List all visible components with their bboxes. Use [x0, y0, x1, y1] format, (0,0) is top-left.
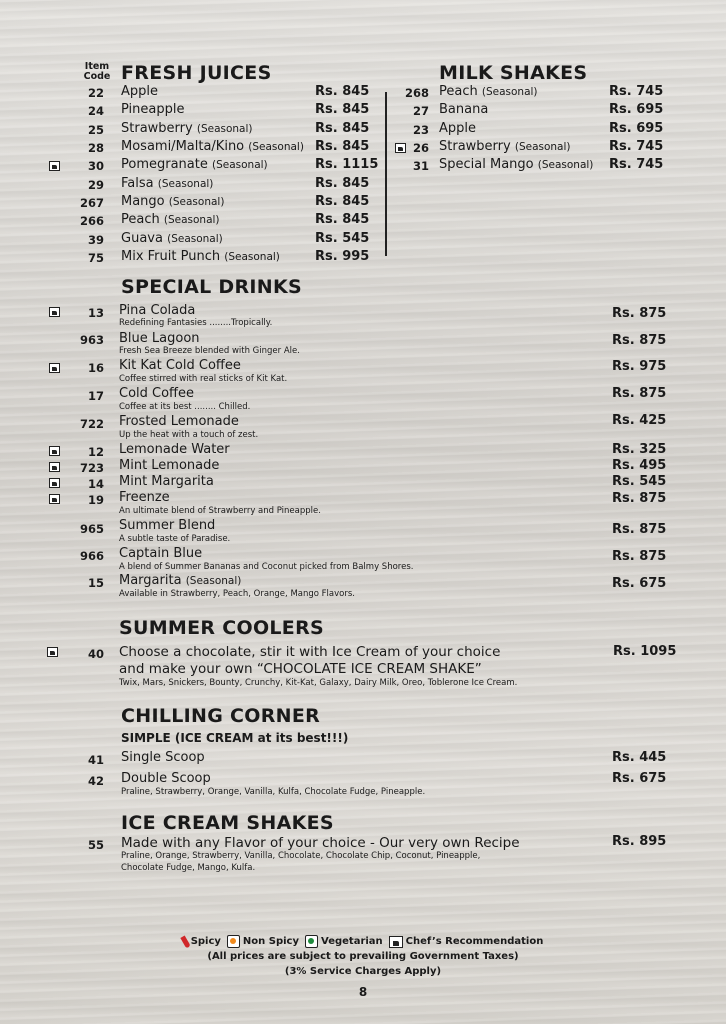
item-description: An ultimate blend of Strawberry and Pineapple.	[119, 506, 321, 516]
item-name: Pineapple	[121, 102, 185, 117]
item-price: Rs. 675	[612, 576, 667, 591]
item-name: Cold Coffee	[119, 386, 195, 401]
item-code-header: Item Code	[83, 61, 111, 82]
item-code: 722	[79, 417, 104, 431]
item-name: Kit Kat Cold Coffee	[119, 358, 241, 373]
item-name: Blue Lagoon	[119, 331, 200, 346]
item-code: 55	[87, 838, 104, 852]
item-code: 268	[404, 86, 429, 100]
item-code: 15	[87, 576, 104, 590]
item-price: Rs. 975	[612, 359, 667, 374]
chilling-corner-title: CHILLING CORNER	[121, 705, 321, 727]
item-name: Peach (Seasonal)	[121, 212, 220, 227]
item-line: and make your own “CHOCOLATE ICE CREAM SHAKE”	[119, 661, 482, 677]
service-charge-note: (3% Service Charges Apply)	[284, 966, 442, 977]
item-code: 25	[87, 123, 104, 137]
item-code: 963	[79, 333, 104, 347]
page-number: 8	[358, 985, 368, 999]
fresh-juices-title: FRESH JUICES	[121, 62, 272, 84]
item-name: Apple	[121, 84, 159, 99]
item-price: Rs. 845	[315, 121, 370, 136]
item-price: Rs. 425	[612, 413, 667, 428]
item-name: Pina Colada	[119, 303, 196, 318]
item-name: Captain Blue	[119, 546, 203, 561]
item-price: Rs. 845	[315, 84, 370, 99]
item-price: Rs. 745	[609, 139, 664, 154]
item-code: 14	[87, 477, 104, 491]
item-name: Guava (Seasonal)	[121, 231, 223, 246]
milk-shakes-title: MILK SHAKES	[439, 62, 588, 84]
item-name: Summer Blend	[119, 518, 216, 533]
item-price: Rs. 875	[612, 333, 667, 348]
item-code: 17	[87, 389, 104, 403]
item-price: Rs. 845	[315, 176, 370, 191]
item-line: Choose a chocolate, stir it with Ice Cream of your choice	[119, 644, 501, 660]
item-name: Banana	[439, 102, 489, 117]
legend	[0, 935, 726, 948]
chef-recommendation-icon	[49, 478, 60, 488]
item-price: Rs. 695	[609, 121, 664, 136]
chilling-corner-subtitle: SIMPLE (ICE CREAM at its best!!!)	[121, 731, 349, 745]
item-price: Rs. 845	[315, 212, 370, 227]
item-code: 23	[412, 123, 429, 137]
item-description: Praline, Strawberry, Orange, Vanilla, Kulfa, Chocolate Fudge, Pineapple.	[121, 787, 426, 797]
item-price: Rs. 695	[609, 102, 664, 117]
item-code: 22	[87, 86, 104, 100]
item-code: 13	[87, 306, 104, 320]
item-description: Twix, Mars, Snickers, Bounty, Crunchy, Kit-Kat, Galaxy, Dairy Milk, Oreo, Toblerone Ice Cream.	[119, 678, 518, 688]
item-name: Strawberry (Seasonal)	[439, 139, 571, 154]
item-code: 266	[79, 214, 104, 228]
item-price: Rs. 845	[315, 102, 370, 117]
item-name: Peach (Seasonal)	[439, 84, 538, 99]
item-description: Redefining Fantasies ........Tropically.	[119, 318, 273, 328]
item-code: 965	[79, 522, 104, 536]
chef-recommendation-icon	[49, 462, 60, 472]
item-name: Mint Lemonade	[119, 458, 220, 473]
item-name: Frosted Lemonade	[119, 414, 239, 429]
item-name: Lemonade Water	[119, 442, 230, 457]
item-price: Rs. 545	[612, 474, 667, 489]
item-code: 19	[87, 493, 104, 507]
item-code: 42	[87, 774, 104, 788]
item-price: Rs. 745	[609, 84, 664, 99]
item-price: Rs. 545	[315, 231, 370, 246]
item-code: 12	[87, 445, 104, 459]
item-description: Available in Strawberry, Peach, Orange, Mango Flavors.	[119, 589, 355, 599]
item-price: Rs. 845	[315, 194, 370, 209]
item-price: Rs. 445	[612, 750, 667, 765]
item-name: Mango (Seasonal)	[121, 194, 225, 209]
item-code: 40	[87, 647, 104, 661]
item-description: Fresh Sea Breeze blended with Ginger Ale.	[119, 346, 300, 356]
item-price: Rs. 875	[612, 491, 667, 506]
item-description: A blend of Summer Bananas and Coconut picked from Balmy Shores.	[119, 562, 414, 572]
item-price: Rs. 745	[609, 157, 664, 172]
chef-recommendation-icon	[49, 161, 60, 171]
special-drinks-title: SPECIAL DRINKS	[121, 276, 303, 298]
item-code: 30	[87, 159, 104, 173]
legend-non-spicy: Non Spicy	[227, 935, 299, 948]
item-price: Rs. 675	[612, 771, 667, 786]
item-line: Made with any Flavor of your choice - Our very own Recipe	[121, 835, 520, 851]
item-name: Freenze	[119, 490, 170, 505]
item-price: Rs. 845	[315, 139, 370, 154]
item-code: 29	[87, 178, 104, 192]
item-price: Rs. 875	[612, 522, 667, 537]
chili-icon	[180, 935, 190, 948]
legend-spicy: Spicy	[183, 936, 221, 948]
non-spicy-icon	[227, 935, 240, 948]
item-name: Pomegranate (Seasonal)	[121, 157, 268, 172]
item-code: 27	[412, 104, 429, 118]
chef-recommendation-icon	[49, 363, 60, 373]
item-description: Coffee stirred with real sticks of Kit Kat.	[119, 374, 288, 384]
item-code: 267	[79, 196, 104, 210]
summer-coolers-title: SUMMER COOLERS	[119, 617, 324, 639]
legend-chef: Chef’s Recommendation	[389, 936, 544, 948]
item-name: Strawberry (Seasonal)	[121, 121, 253, 136]
tax-note: (All prices are subject to prevailing Government Taxes)	[207, 951, 519, 962]
item-code: 723	[79, 461, 104, 475]
item-description: Praline, Orange, Strawberry, Vanilla, Chocolate, Chocolate Chip, Coconut, Pineapple,	[121, 851, 481, 861]
item-price: Rs. 875	[612, 306, 667, 321]
item-name: Single Scoop	[121, 750, 205, 765]
item-price: Rs. 325	[612, 442, 667, 457]
item-description: Chocolate Fudge, Mango, Kulfa.	[121, 863, 256, 873]
item-description: A subtle taste of Paradise.	[119, 534, 231, 544]
item-code: 75	[87, 251, 104, 265]
item-price: Rs. 875	[612, 386, 667, 401]
legend-vegetarian: Vegetarian	[305, 935, 383, 948]
vegetarian-icon	[305, 935, 318, 948]
item-name: Mix Fruit Punch (Seasonal)	[121, 249, 280, 264]
item-name: Apple	[439, 121, 477, 136]
item-name: Margarita (Seasonal)	[119, 573, 242, 588]
item-price: Rs. 1115	[315, 157, 379, 172]
item-code: 28	[87, 141, 104, 155]
item-name: Special Mango (Seasonal)	[439, 157, 594, 172]
item-code: 41	[87, 753, 104, 767]
item-code: 31	[412, 159, 429, 173]
chef-recommendation-icon	[49, 307, 60, 317]
item-code: 39	[87, 233, 104, 247]
item-code: 966	[79, 549, 104, 563]
item-name: Mosami/Malta/Kino (Seasonal)	[121, 139, 304, 154]
ice-cream-shakes-title: ICE CREAM SHAKES	[121, 812, 334, 834]
item-price: Rs. 895	[612, 834, 667, 849]
item-price: Rs. 875	[612, 549, 667, 564]
item-name: Mint Margarita	[119, 474, 214, 489]
item-code: 16	[87, 361, 104, 375]
item-name: Double Scoop	[121, 771, 211, 786]
chef-recommendation-icon	[49, 446, 60, 456]
item-price: Rs. 495	[612, 458, 667, 473]
chef-recommendation-icon	[389, 936, 403, 948]
item-price: Rs. 995	[315, 249, 370, 264]
chef-recommendation-icon	[47, 647, 58, 657]
item-name: Falsa (Seasonal)	[121, 176, 214, 191]
item-description: Coffee at its best ........ Chilled.	[119, 402, 251, 412]
item-code: 24	[87, 104, 104, 118]
item-price: Rs. 1095	[613, 644, 677, 659]
item-code: 26	[412, 141, 429, 155]
item-description: Up the heat with a touch of zest.	[119, 430, 259, 440]
chef-recommendation-icon	[49, 494, 60, 504]
